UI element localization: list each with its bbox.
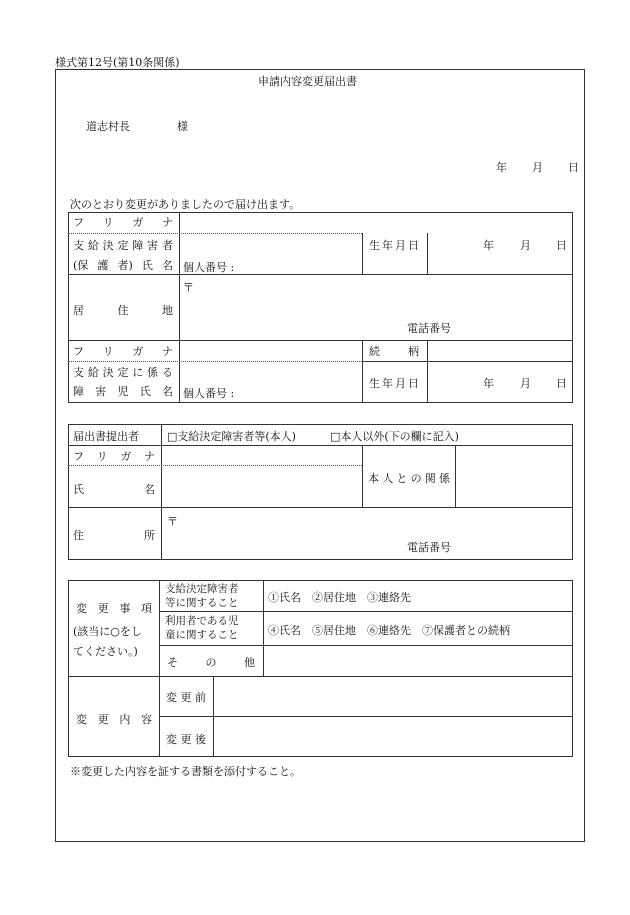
child-birth-day: 日 [556,377,567,390]
child-name-label: 障 害 児 氏 名 [73,385,173,398]
individual-number-label: 個人番号 : [183,261,235,274]
child-individual-number-label: 個人番号 : [183,387,235,400]
phone-label: 電話番号 [407,322,451,335]
applicant-label: 支 給 決 定 障 害 者 [73,239,173,252]
cat2-options[interactable]: ④氏名 ⑤居住地 ⑥連絡先 ⑦保護者との続柄 [268,624,510,637]
furigana-label: フ リ ガ ナ [73,216,173,229]
submitter-label: 届出書提出者 [73,430,139,443]
submitter-phone-label: 電話番号 [407,541,451,554]
submitter-name-label: 氏 名 [73,483,155,496]
cat1-label-line2: 等に関すること [165,597,239,609]
after-change-label: 変 更 後 [166,733,206,746]
submitter-option-other[interactable]: □本人以外(下の欄に記入) [330,430,459,443]
footer-note: ※変更した内容を証する書類を添付すること。 [70,765,301,778]
cat1-options[interactable]: ①氏名 ②居住地 ③連絡先 [268,591,411,604]
date-day: 日 [568,161,579,174]
relationship-label: 本 人 と の 関 係 [368,472,450,485]
birthdate-label: 生 年 月 日 [369,239,419,252]
date-month: 月 [532,161,543,174]
child-birth-month: 月 [520,377,531,390]
before-change-label: 変 更 前 [166,691,206,704]
child-furigana-label: フ リ ガ ナ [73,345,173,358]
form-title: 申請内容変更届出書 [258,75,357,88]
form-number: 様式第12号(第10条関係) [55,56,180,69]
submitter-option-self[interactable]: □支給決定障害者等(本人) [167,430,296,443]
submitter-address-label: 住 所 [73,529,155,542]
cat2-label-line2: 童に関すること [165,629,239,641]
cat1-label-line1: 支給決定障害者 [165,583,239,595]
birth-month: 月 [520,239,531,252]
change-note-line1: (該当に○をし [73,625,142,638]
submitter-furigana-label: フ リ ガ ナ [73,450,155,463]
date-year: 年 [496,161,507,174]
change-note-line2: てください。) [73,645,138,658]
postal-mark: 〒 [183,281,194,294]
change-items-label: 変 更 事 項 [76,602,152,615]
submitter-postal-mark: 〒 [167,515,178,528]
other-label: そ の 他 [167,656,255,669]
change-content-label: 変 更 内 容 [76,713,152,726]
guardian-name-label: (保 護 者) 氏 名 [73,259,173,272]
residence-label: 居 住 地 [73,304,173,317]
addressee-honorific: 様 [177,120,188,133]
birth-year: 年 [483,239,494,252]
intro-text: 次のとおり変更がありましたので届け出ます。 [70,198,301,211]
relation-label: 続 柄 [369,345,419,358]
child-birth-year: 年 [483,377,494,390]
child-birthdate-label: 生 年 月 日 [369,377,419,390]
child-label: 支 給 決 定 に 係 る [73,366,173,379]
cat2-label-line1: 利用者である児 [165,615,239,627]
birth-day: 日 [556,239,567,252]
addressee-name: 道志村長 [86,120,130,133]
